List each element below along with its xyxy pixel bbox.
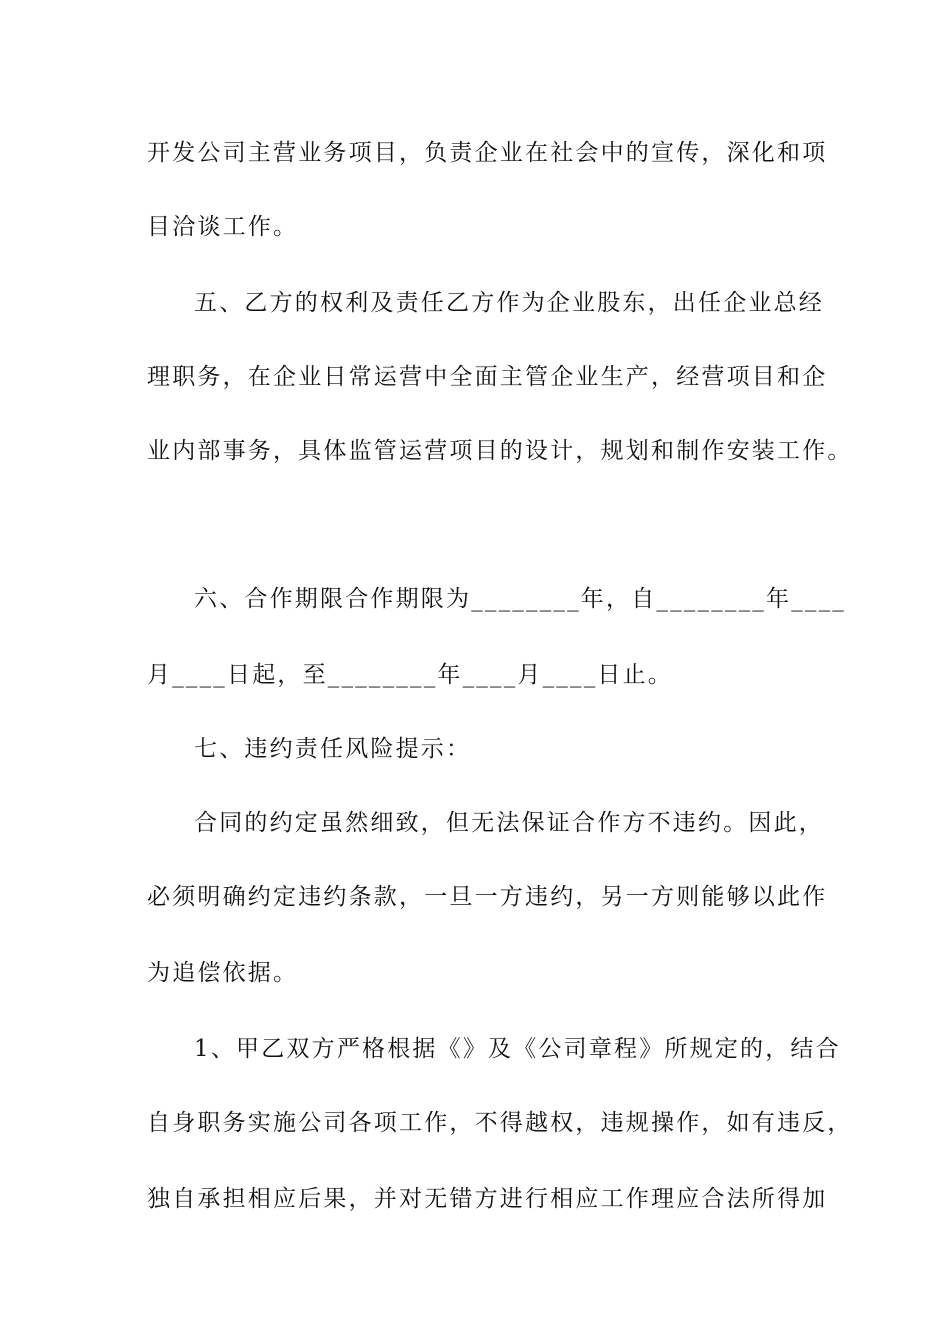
paragraph-line: 理职务，在企业日常运营中全面主管企业生产，经营项目和企: [147, 364, 828, 390]
section-five-heading-line: 五、乙方的权利及责任乙方作为企业股东，出任企业总经: [194, 290, 824, 316]
section-six-heading-line: 六、合作期限合作期限为________年，自________年____: [194, 586, 846, 612]
paragraph-line: 月____日起，至________年____月____日止。: [147, 662, 673, 688]
paragraph-line: 目洽谈工作。: [147, 214, 299, 240]
clause-one-line: 1、甲乙双方严格根据《》及《公司章程》所规定的，结合: [194, 1036, 841, 1062]
paragraph-line: 为追偿依据。: [147, 960, 299, 986]
paragraph-line: 独自承担相应后果，并对无错方进行相应工作理应合法所得加: [147, 1186, 828, 1212]
risk-note-line: 合同的约定虽然细致，但无法保证合作方不违约。因此，: [194, 810, 824, 836]
paragraph-line: 自身职务实施公司各项工作，不得越权，违规操作，如有违反，: [147, 1110, 853, 1136]
paragraph-line: 业内部事务，具体监管运营项目的设计，规划和制作安装工作。: [147, 438, 853, 464]
section-seven-heading: 七、违约责任风险提示：: [194, 736, 472, 762]
paragraph-line: 必须明确约定违约条款，一旦一方违约，另一方则能够以此作: [147, 884, 828, 910]
paragraph-line: 开发公司主营业务项目，负责企业在社会中的宣传，深化和项: [147, 140, 828, 166]
